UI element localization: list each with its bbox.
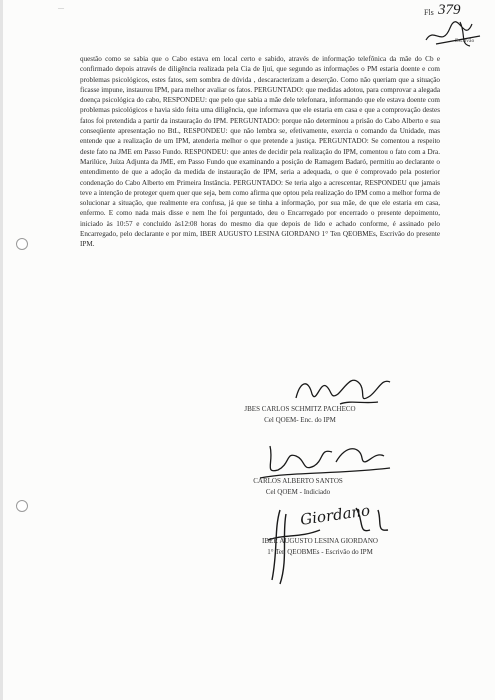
folio-label: Fls — [424, 8, 434, 17]
escrivao-signature-script: Giordano — [299, 501, 372, 529]
signature-block-escrivao — [200, 536, 440, 557]
folio-number: 379 — [438, 2, 461, 18]
signatory-name: IBER AUGUSTO LESINA GIORDANO — [262, 537, 378, 545]
deposition-body-text: questão como se sabia que o Cabo estava em local certo e sabido, através de informação telefônica da mãe do Cb e confirmado depois através de diligência realizada pela Cia de Ijuí, que segundo as informações o PM estaria doente e com problemas psicológicos, estes fatos, sem sombra de dúvida , descaracterizam a deserção. Como não queriam que a situação ficasse impune, instaurou IPM, para melhor avaliar os fatos. PERGUNTADO: que medidas adotou, para comprovar a alegada doença psicológica do cabo, RESPONDEU: que pelo que sabia a mãe dele telefonara, informando que ele estava doente com problemas psicológicos e havia sido feita uma diligência, que informava que ele estaria em casa e que a comprovação destes fatos foi pretendida a partir da instauração do IPM. PERGUNTADO: porque não determinou a prisão do Cabo Alberto e sua conseqüente apresentação no BtL, RESPONDEU: que não lembra se, efetivamente, exercia o comando da Unidade, mas entende que a realização de um IPM, atenderia melhor o que pretende a justiça. PERGUNTADO: Se comentou a respeito deste fato na JME em Passo Fundo. RESPONDEU: que antes de decidir pela realização do IPM, comentou o fato com a Dra. Marilúce, Juíza Adjunta da JME, em Passo Fundo que examinando a posição de Ramagem Badaró, permitiu ao declarante o entendimento de que a adoção da medida de instauração de IPM, seria a adequada, o que é comprovado pela posterior condenação do Cabo Alberto em Primeira Instância. PERGUNTADO: Se teria algo a acrescentar, RESPONDEU que jamais teve a intenção de proteger quem quer que seja, bem como afirma que optou pela realização do IPM como a melhor forma de solucionar a situação, que realmente era confusa, já que se tinha a informação, por sua mãe, de que ele estaria em casa, enfermo. E como nada mais disse e nem lhe foi perguntado, deu o Encarregado por encerrado o presente depoimento, iniciado às 10:57 e concluído às12:08 horas do mesmo dia que depois de lido e achado conforme, é assinado pelo Encarregado, pelo declarante e por mim, IBER AUGUSTO LESINA GIORDANO 1° Ten QEOBMEs, Escrivão do presente IPM. — [80, 55, 440, 249]
folio-initials — [420, 14, 490, 54]
signature-block-encarregado — [180, 404, 420, 425]
signatory-name: CARLOS ALBERTO SANTOS — [253, 477, 343, 485]
signatory-name: JBES CARLOS SCHMITZ PACHECO — [244, 405, 356, 413]
corner-mark: — — [58, 6, 64, 12]
signatory-role: Cel QOEM- Enc. do IPM — [264, 415, 336, 424]
folio-escrivao-label: Escrivão — [455, 38, 475, 44]
signature-block-indiciado — [178, 476, 418, 497]
scan-edge — [0, 0, 3, 700]
punch-hole-bottom — [16, 500, 28, 512]
signatory-role: Cel QOEM - Indiciado — [265, 487, 331, 496]
punch-hole-top — [16, 238, 28, 250]
signatory-role: 1° Ten QEOBMEs - Escrivão do IPM — [267, 547, 373, 556]
